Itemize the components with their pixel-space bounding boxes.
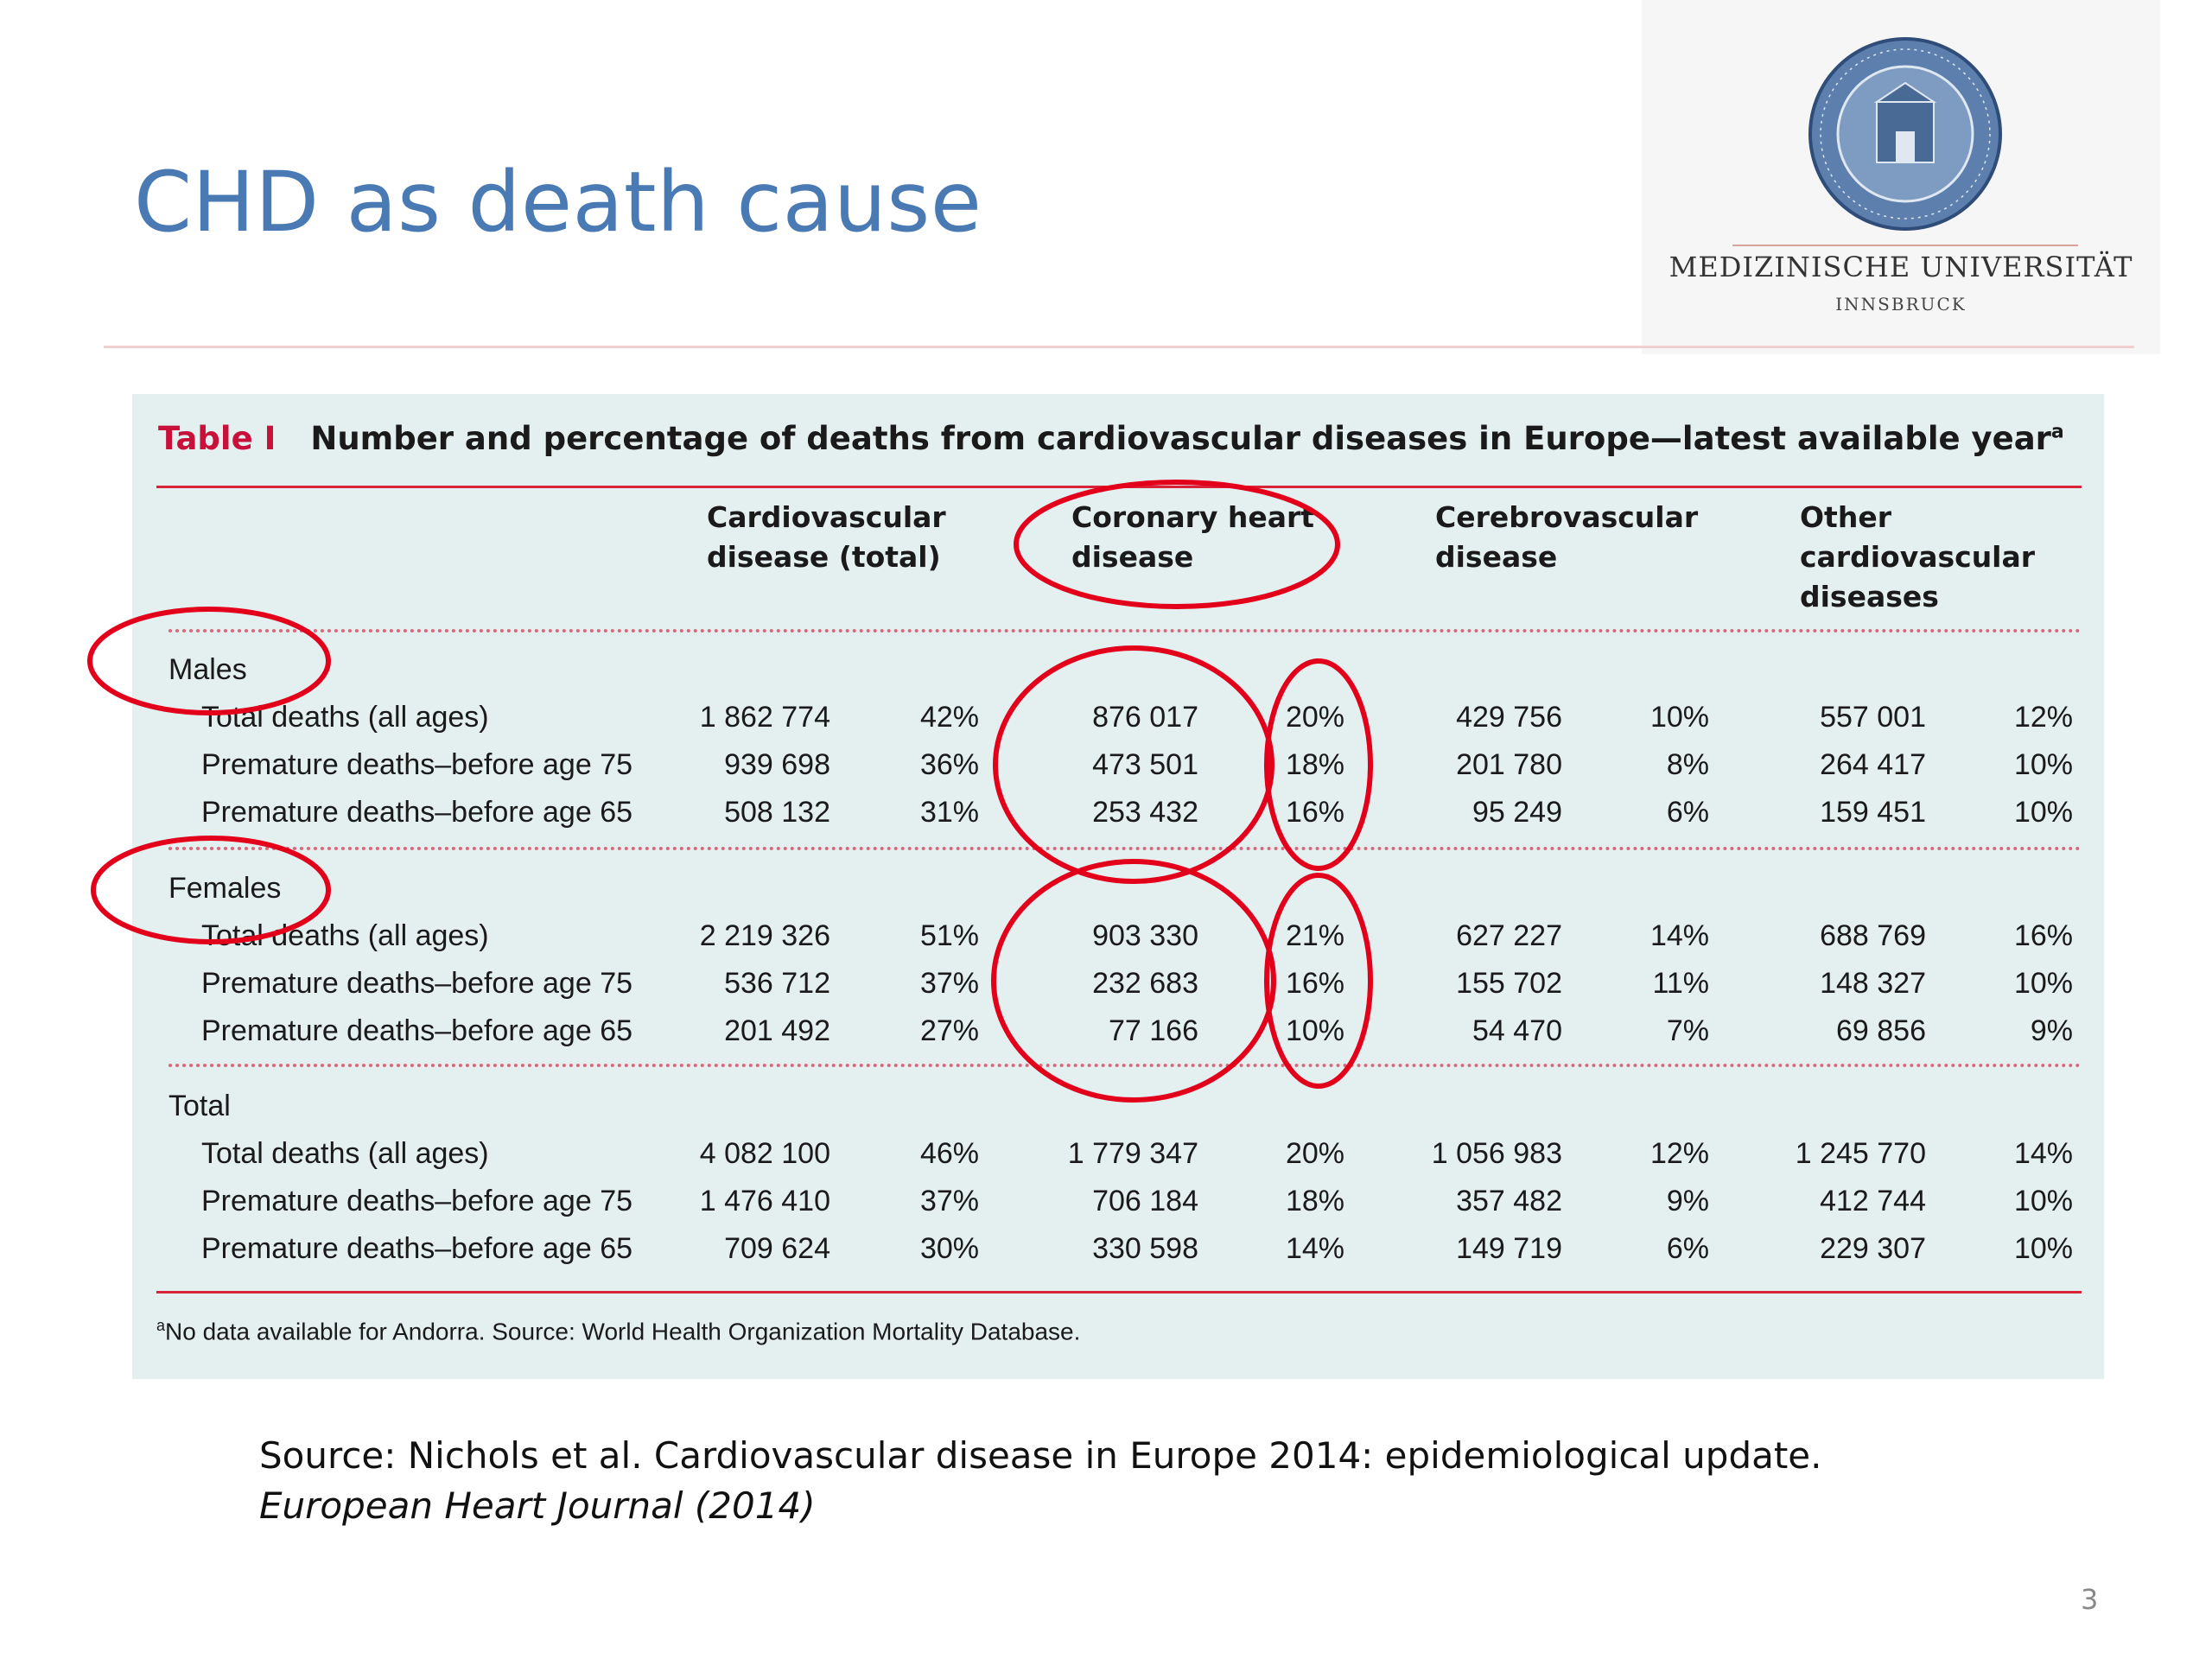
table-cell-count: 229 307 (1820, 1232, 1926, 1265)
table-cell-percent: 14% (1649, 919, 1709, 952)
table-cell-percent: 21% (1285, 919, 1344, 952)
table-cell-percent: 46% (919, 1137, 979, 1170)
table-cell-percent: 16% (2013, 919, 2073, 952)
dotted-divider (168, 847, 2082, 850)
table-panel (132, 394, 2104, 1379)
table-cell-percent: 18% (1285, 1185, 1344, 1217)
row-label: Total deaths (all ages) (201, 701, 489, 734)
column-header-cvd-total: Cardiovascular disease (total) (707, 500, 946, 574)
title-divider (104, 346, 2134, 348)
row-label: Premature deaths–before age 75 (201, 1185, 633, 1217)
table-cell-percent: 10% (2013, 1185, 2073, 1217)
table-cell-percent: 27% (919, 1014, 979, 1047)
dotted-divider (168, 629, 2082, 632)
table-cell-percent: 6% (1666, 796, 1709, 829)
table-cell-count: 508 132 (724, 796, 830, 829)
dotted-divider (168, 1064, 2082, 1067)
slide-title: CHD as death cause (134, 154, 982, 251)
table-cell-count: 95 249 (1472, 796, 1562, 829)
row-label: Total deaths (all ages) (201, 1137, 489, 1170)
table-cell-percent: 12% (2013, 701, 2073, 734)
row-label: Premature deaths–before age 75 (201, 967, 633, 1000)
table-cell-percent: 10% (2013, 796, 2073, 829)
table-cell-count: 155 702 (1456, 967, 1562, 1000)
logo-city-name: INNSBRUCK (1835, 294, 1967, 315)
table-cell-percent: 6% (1666, 1232, 1709, 1265)
table-cell-percent: 10% (1649, 701, 1709, 734)
table-title: Number and percentage of deaths from cardiovascular diseases in Europe—latest available year (310, 420, 2051, 457)
table-cell-count: 706 184 (1092, 1185, 1198, 1217)
table-cell-percent: 30% (919, 1232, 979, 1265)
row-label: Premature deaths–before age 65 (201, 1232, 633, 1265)
row-label: Premature deaths–before age 75 (201, 748, 633, 781)
table-cell-percent: 12% (1649, 1137, 1709, 1170)
table-cell-percent: 10% (2013, 748, 2073, 781)
university-logo (1642, 0, 2160, 354)
logo-divider (1732, 245, 2078, 246)
source-citation: Source: Nichols et al. Cardiovascular disease in Europe 2014: epidemiological update. (259, 1434, 1822, 1477)
table-bottom-rule (156, 1291, 2082, 1294)
table-cell-percent: 7% (1666, 1014, 1709, 1047)
table-cell-count: 232 683 (1092, 967, 1198, 1000)
row-label: Total deaths (all ages) (201, 919, 489, 952)
table-cell-percent: 10% (2013, 967, 2073, 1000)
table-cell-count: 412 744 (1820, 1185, 1926, 1217)
column-header-other: Other cardiovascular diseases (1800, 500, 2036, 613)
group-label-males: Males (168, 653, 247, 686)
table-cell-count: 939 698 (724, 748, 830, 781)
footnote-text: No data available for Andorra. Source: World Health Organization Mortality Database. (165, 1318, 1081, 1345)
table-cell-count: 876 017 (1092, 701, 1198, 734)
table-cell-percent: 8% (1666, 748, 1709, 781)
table-cell-count: 77 166 (1109, 1014, 1198, 1047)
table-cell-count: 149 719 (1456, 1232, 1562, 1265)
table-cell-percent: 36% (919, 748, 979, 781)
table-title-footnote-mark: a (2050, 421, 2064, 443)
table-cell-percent: 14% (2013, 1137, 2073, 1170)
table-cell-count: 1 476 410 (699, 1185, 830, 1217)
table-label: Table I (158, 420, 276, 457)
table-cell-percent: 14% (1285, 1232, 1344, 1265)
table-cell-count: 903 330 (1092, 919, 1198, 952)
university-seal-icon (1806, 35, 2005, 233)
table-cell-count: 627 227 (1456, 919, 1562, 952)
table-cell-count: 709 624 (724, 1232, 830, 1265)
table-cell-count: 1 862 774 (699, 701, 830, 734)
table-cell-count: 1 779 347 (1067, 1137, 1198, 1170)
table-cell-percent: 37% (919, 967, 979, 1000)
column-header-coronary: Coronary heart disease (1071, 500, 1315, 574)
group-label-females: Females (168, 872, 282, 905)
table-cell-count: 148 327 (1820, 967, 1926, 1000)
table-cell-percent: 42% (919, 701, 979, 734)
table-cell-count: 4 082 100 (699, 1137, 830, 1170)
table-cell-count: 1 056 983 (1431, 1137, 1562, 1170)
table-cell-count: 536 712 (724, 967, 830, 1000)
table-cell-count: 1 245 770 (1795, 1137, 1926, 1170)
table-cell-percent: 16% (1285, 796, 1344, 829)
table-cell-percent: 51% (919, 919, 979, 952)
table-cell-percent: 11% (1652, 967, 1709, 1000)
table-cell-count: 429 756 (1456, 701, 1562, 734)
table-cell-count: 2 219 326 (699, 919, 830, 952)
table-cell-percent: 10% (2013, 1232, 2073, 1265)
table-footnote (156, 1317, 1080, 1345)
page-number: 3 (2081, 1583, 2099, 1616)
footnote-mark: a (156, 1317, 166, 1334)
table-cell-percent: 16% (1285, 967, 1344, 1000)
table-cell-count: 357 482 (1456, 1185, 1562, 1217)
table-cell-percent: 9% (2030, 1014, 2073, 1047)
logo-university-name: MEDIZINISCHE UNIVERSITÄT (1669, 251, 2133, 283)
table-cell-percent: 31% (919, 796, 979, 829)
table-cell-count: 330 598 (1092, 1232, 1198, 1265)
table-cell-count: 688 769 (1820, 919, 1926, 952)
group-label-total: Total (168, 1090, 231, 1122)
table-cell-percent: 20% (1285, 1137, 1344, 1170)
table-cell-percent: 37% (919, 1185, 979, 1217)
table-cell-count: 264 417 (1820, 748, 1926, 781)
table-cell-count: 253 432 (1092, 796, 1198, 829)
table-cell-percent: 20% (1285, 701, 1344, 734)
table-cell-percent: 9% (1666, 1185, 1709, 1217)
table-top-rule (156, 486, 2082, 488)
row-label: Premature deaths–before age 65 (201, 1014, 633, 1047)
table-cell-percent: 10% (1285, 1014, 1344, 1047)
source-journal: European Heart Journal (2014) (259, 1484, 816, 1527)
row-label: Premature deaths–before age 65 (201, 796, 633, 829)
table-cell-count: 201 492 (724, 1014, 830, 1047)
table-caption (158, 420, 2064, 457)
table-cell-percent: 18% (1285, 748, 1344, 781)
table-cell-count: 557 001 (1820, 701, 1926, 734)
table-cell-count: 54 470 (1472, 1014, 1562, 1047)
table-cell-count: 201 780 (1456, 748, 1562, 781)
table-cell-count: 473 501 (1092, 748, 1198, 781)
table-cell-count: 159 451 (1820, 796, 1926, 829)
column-header-cerebrovascular: Cerebrovascular disease (1435, 500, 1699, 574)
table-cell-count: 69 856 (1836, 1014, 1926, 1047)
